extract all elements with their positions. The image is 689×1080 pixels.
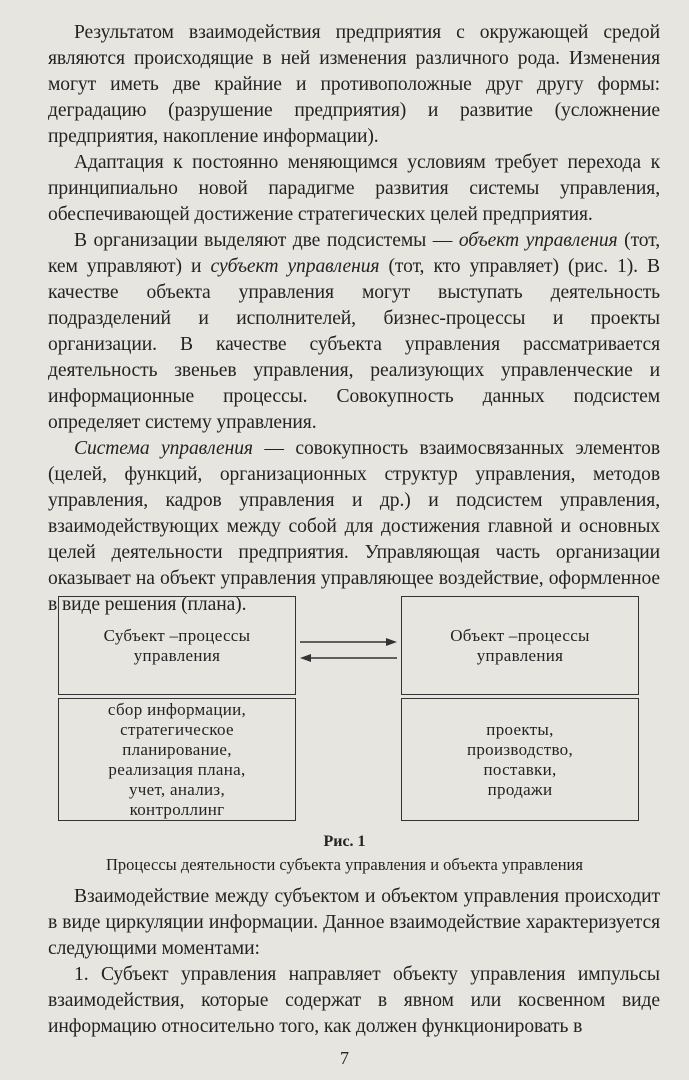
term-object-of-management: объект управления (458, 230, 618, 251)
paragraph-5: Взаимодействие между субъектом и объектом управления происходит в виде циркуляции информации. Данное взаимодействие характеризуется следующими моментами: (48, 886, 660, 959)
term-management-system: Система управления (74, 438, 253, 459)
page-number: 7 (340, 1048, 349, 1068)
subject-processes-box (58, 698, 296, 821)
list-item: продажи (487, 779, 553, 799)
exchange-arrows-icon (296, 596, 401, 695)
list-item: планирование, (122, 739, 232, 759)
list-item: производство, (466, 739, 574, 759)
object-box-line-1: Объект –процессы (450, 625, 590, 645)
subject-box-line-1: Субъект –процессы (103, 625, 251, 645)
paragraph-2: Адаптация к постоянно меняющимся условиям требует перехода к принципиально новой парадигме развития системы управления, обеспечивающей достижение стратегических целей предприятия. (48, 152, 660, 225)
paragraph-3-text-b: (тот, кем управляют) и (48, 230, 660, 277)
term-subject-of-management: субъект управления (210, 256, 380, 277)
figure-caption-title: Рис. 1 (323, 833, 366, 850)
paragraph-1: Результатом взаимодействия предприятия с окружающей средой являются происходящие в ней изменения различного рода. Изменения могут иметь две крайние и противоположные друг другу формы: деградацию (разрушение предприятия) и развитие (усложнение предприятия, накопление информации). (48, 22, 660, 147)
list-item: реализация плана, (108, 759, 246, 779)
paragraph-3-text-c: (тот, кто управляет) (рис. 1). В качестве объекта управления могут выступать деятельность подразделений и исполнителей, бизнес-процессы и проекты организации. В качестве субъекта управления рассматривается деятельность звеньев управления, реализующих управленческие и информационные процессы. Совокупность данных подсистем определяет систему управления. (48, 256, 660, 433)
body-text-top (48, 20, 660, 618)
paragraph-4 (48, 436, 660, 618)
paragraph-6: 1. Субъект управления направляет объекту управления импульсы взаимодействия, которые содержат в явном или косвенном виде информацию относительно того, как должен функционировать в (48, 964, 660, 1037)
subject-box (58, 596, 296, 695)
figure-1-diagram (58, 596, 658, 826)
list-item: контроллинг (129, 799, 225, 819)
object-processes-box (401, 698, 639, 821)
list-item: сбор информации, (107, 699, 247, 719)
list-item: поставки, (483, 759, 557, 779)
body-text-bottom (48, 884, 660, 1040)
paragraph-3-text-a: В организации выделяют две подсистемы — (74, 230, 459, 251)
figure-caption-text: Процессы деятельности субъекта управления и объекта управления (106, 855, 583, 874)
paragraph-4-text: — совокупность взаимосвязанных элементов (целей, функций, организационных структур управления, методов управления, кадров управления и др.) и подсистем управления, взаимодействующих между собой для достижения главной и основных целей деятельности предприятия. Управляющая часть организации оказывает на объект управления управляющее воздействие, оформленное в виде решения (плана). (48, 438, 660, 615)
object-box (401, 596, 639, 695)
object-box-line-2: управления (476, 645, 564, 665)
list-item: учет, анализ, (128, 779, 225, 799)
list-item: стратегическое (120, 719, 234, 739)
list-item: проекты, (486, 719, 554, 739)
subject-box-line-2: управления (133, 645, 221, 665)
paragraph-3 (48, 228, 660, 436)
